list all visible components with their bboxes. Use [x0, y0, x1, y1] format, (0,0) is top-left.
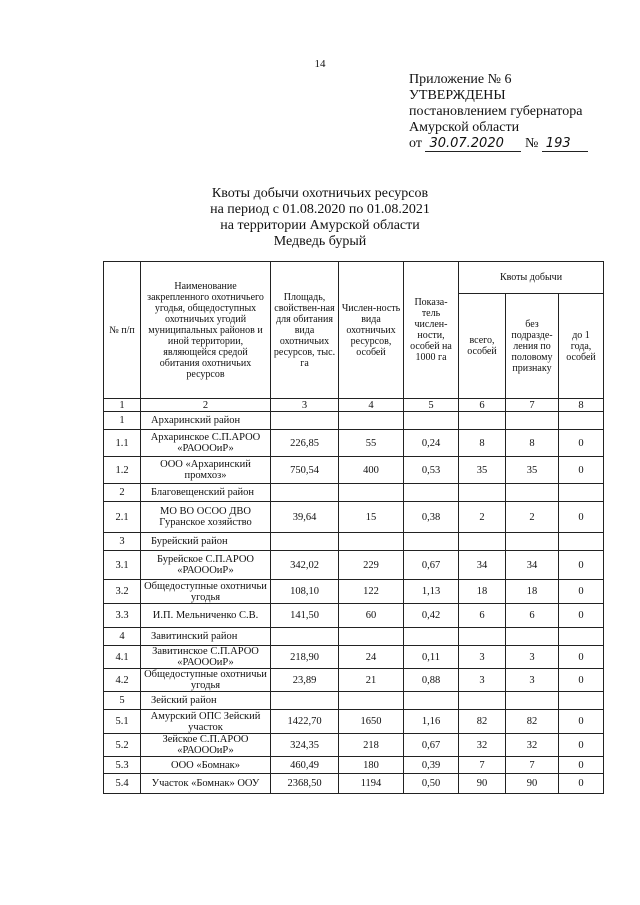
cell-total: 90	[459, 774, 506, 794]
cell-num: 2.1	[104, 502, 141, 533]
empty-cell	[559, 692, 604, 710]
cell-name: Зейское С.П.АРОО «РАОООиР»	[141, 734, 271, 757]
district-name: Архаринский район	[141, 412, 271, 430]
title-line-3: на территории Амурской области	[220, 218, 420, 233]
cell-count: 55	[339, 430, 404, 457]
cell-density: 0,67	[404, 551, 459, 580]
cell-count: 180	[339, 757, 404, 774]
district-row	[104, 628, 604, 646]
cell-no-sex: 32	[506, 734, 559, 757]
cell-total: 82	[459, 710, 506, 734]
cell-no-sex: 82	[506, 710, 559, 734]
cell-total: 32	[459, 734, 506, 757]
col-number: 1	[104, 399, 141, 412]
table-row	[104, 604, 604, 628]
cell-under1: 0	[559, 430, 604, 457]
empty-cell	[404, 412, 459, 430]
table-row	[104, 669, 604, 692]
handwritten-number: 193	[542, 137, 588, 152]
empty-cell	[271, 533, 339, 551]
table-row	[104, 774, 604, 794]
cell-area: 2368,50	[271, 774, 339, 794]
cell-name: Общедоступные охотничьи угодья	[141, 669, 271, 692]
empty-cell	[404, 533, 459, 551]
cell-name: Архаринское С.П.АРОО «РАОООиР»	[141, 430, 271, 457]
cell-area: 1422,70	[271, 710, 339, 734]
cell-area: 108,10	[271, 580, 339, 604]
table-row	[104, 551, 604, 580]
empty-cell	[559, 628, 604, 646]
cell-count: 1194	[339, 774, 404, 794]
empty-cell	[339, 412, 404, 430]
cell-no-sex: 34	[506, 551, 559, 580]
cell-no-sex: 3	[506, 646, 559, 669]
region-label: Амурской области	[409, 120, 520, 135]
document-title	[0, 186, 640, 250]
cell-area: 324,35	[271, 734, 339, 757]
cell-total: 2	[459, 502, 506, 533]
district-name: Бурейский район	[141, 533, 271, 551]
cell-num: 5.4	[104, 774, 141, 794]
cell-num: 5.1	[104, 710, 141, 734]
col-number: 5	[404, 399, 459, 412]
header-no-sex: без подразде-ления по половому признаку	[506, 294, 559, 399]
cell-density: 0,50	[404, 774, 459, 794]
cell-area: 218,90	[271, 646, 339, 669]
col-number: 8	[559, 399, 604, 412]
page-number: 14	[314, 58, 326, 70]
district-num: 1	[104, 412, 141, 430]
cell-total: 6	[459, 604, 506, 628]
cell-under1: 0	[559, 580, 604, 604]
cell-density: 0,53	[404, 457, 459, 484]
cell-under1: 0	[559, 551, 604, 580]
table-row	[104, 646, 604, 669]
empty-cell	[459, 692, 506, 710]
cell-name: Завитинское С.П.АРОО «РАОООиР»	[141, 646, 271, 669]
district-name: Благовещенский район	[141, 484, 271, 502]
cell-total: 8	[459, 430, 506, 457]
cell-density: 0,24	[404, 430, 459, 457]
district-row	[104, 692, 604, 710]
empty-cell	[559, 533, 604, 551]
cell-under1: 0	[559, 502, 604, 533]
empty-cell	[404, 484, 459, 502]
col-number: 6	[459, 399, 506, 412]
cell-under1: 0	[559, 774, 604, 794]
header-density: Показа-тель числен-ности, особей на 1000 га	[404, 262, 459, 399]
district-name: Завитинский район	[141, 628, 271, 646]
district-num: 3	[104, 533, 141, 551]
empty-cell	[271, 412, 339, 430]
col-number: 7	[506, 399, 559, 412]
empty-cell	[559, 484, 604, 502]
cell-num: 1.2	[104, 457, 141, 484]
cell-name: Участок «Бомнак» ООУ	[141, 774, 271, 794]
empty-cell	[404, 628, 459, 646]
empty-cell	[559, 412, 604, 430]
table-row	[104, 734, 604, 757]
cell-under1: 0	[559, 710, 604, 734]
number-label: №	[524, 136, 539, 151]
district-row	[104, 412, 604, 430]
col-number: 3	[271, 399, 339, 412]
header-count: Числен-ность вида охотничьих ресурсов, особей	[339, 262, 404, 399]
district-num: 2	[104, 484, 141, 502]
cell-under1: 0	[559, 757, 604, 774]
cell-num: 5.3	[104, 757, 141, 774]
cell-area: 460,49	[271, 757, 339, 774]
cell-total: 3	[459, 646, 506, 669]
approval-block	[409, 72, 609, 152]
cell-num: 5.2	[104, 734, 141, 757]
cell-num: 4.1	[104, 646, 141, 669]
cell-area: 226,85	[271, 430, 339, 457]
empty-cell	[404, 692, 459, 710]
empty-cell	[339, 533, 404, 551]
table-row	[104, 757, 604, 774]
district-num: 5	[104, 692, 141, 710]
empty-cell	[339, 692, 404, 710]
cell-num: 3.3	[104, 604, 141, 628]
title-line-1: Квоты добычи охотничьих ресурсов	[211, 186, 429, 201]
cell-count: 229	[339, 551, 404, 580]
cell-total: 3	[459, 669, 506, 692]
cell-no-sex: 90	[506, 774, 559, 794]
cell-density: 0,39	[404, 757, 459, 774]
empty-cell	[506, 533, 559, 551]
table-row	[104, 457, 604, 484]
cell-density: 1,13	[404, 580, 459, 604]
empty-cell	[459, 533, 506, 551]
cell-under1: 0	[559, 669, 604, 692]
cell-total: 35	[459, 457, 506, 484]
cell-num: 4.2	[104, 669, 141, 692]
quota-table	[103, 261, 604, 794]
appendix-label: Приложение № 6	[409, 72, 512, 87]
cell-name: Общедоступные охотничьи угодья	[141, 580, 271, 604]
empty-cell	[271, 628, 339, 646]
table-row	[104, 430, 604, 457]
header-quota-group: Квоты добычи	[459, 262, 604, 294]
cell-total: 7	[459, 757, 506, 774]
cell-num: 3.2	[104, 580, 141, 604]
cell-density: 1,16	[404, 710, 459, 734]
empty-cell	[506, 692, 559, 710]
resolution-label: постановлением губернатора	[409, 104, 583, 119]
cell-count: 15	[339, 502, 404, 533]
cell-area: 141,50	[271, 604, 339, 628]
empty-cell	[339, 628, 404, 646]
cell-total: 34	[459, 551, 506, 580]
cell-name: И.П. Мельниченко С.В.	[141, 604, 271, 628]
cell-num: 3.1	[104, 551, 141, 580]
header-total: всего, особей	[459, 294, 506, 399]
cell-no-sex: 18	[506, 580, 559, 604]
cell-area: 342,02	[271, 551, 339, 580]
district-row	[104, 533, 604, 551]
cell-count: 400	[339, 457, 404, 484]
title-species: Медведь бурый	[273, 234, 367, 249]
empty-cell	[459, 412, 506, 430]
empty-cell	[506, 484, 559, 502]
cell-under1: 0	[559, 734, 604, 757]
cell-under1: 0	[559, 604, 604, 628]
cell-density: 0,42	[404, 604, 459, 628]
district-num: 4	[104, 628, 141, 646]
approved-label: УТВЕРЖДЕНЫ	[409, 88, 506, 103]
cell-count: 122	[339, 580, 404, 604]
table-row	[104, 580, 604, 604]
header-num: № п/п	[104, 262, 141, 399]
title-line-2: на период с 01.08.2020 по 01.08.2021	[210, 202, 430, 217]
cell-no-sex: 35	[506, 457, 559, 484]
cell-name: Амурский ОПС Зейский участок	[141, 710, 271, 734]
cell-no-sex: 2	[506, 502, 559, 533]
cell-no-sex: 3	[506, 669, 559, 692]
cell-count: 218	[339, 734, 404, 757]
cell-density: 0,38	[404, 502, 459, 533]
empty-cell	[459, 484, 506, 502]
empty-cell	[271, 484, 339, 502]
cell-count: 60	[339, 604, 404, 628]
empty-cell	[506, 412, 559, 430]
cell-area: 23,89	[271, 669, 339, 692]
cell-under1: 0	[559, 457, 604, 484]
header-row	[104, 262, 604, 294]
cell-count: 24	[339, 646, 404, 669]
cell-name: Бурейское С.П.АРОО «РАОООиР»	[141, 551, 271, 580]
district-row	[104, 484, 604, 502]
cell-density: 0,67	[404, 734, 459, 757]
cell-name: ООО «Архаринский промхоз»	[141, 457, 271, 484]
column-number-row	[104, 399, 604, 412]
header-under1: до 1 года, особей	[559, 294, 604, 399]
date-line	[409, 136, 609, 152]
cell-under1: 0	[559, 646, 604, 669]
empty-cell	[506, 628, 559, 646]
cell-total: 18	[459, 580, 506, 604]
table-row	[104, 502, 604, 533]
cell-no-sex: 8	[506, 430, 559, 457]
header-name: Наименование закрепленного охотничьего угодья, общедоступных охотничьих угодий муниципальных районов и иной территории, являющейся средой обитания охотничьих ресурсов	[141, 262, 271, 399]
cell-area: 39,64	[271, 502, 339, 533]
cell-name: МО ВО ОСОО ДВО Гуранское хозяйство	[141, 502, 271, 533]
cell-no-sex: 7	[506, 757, 559, 774]
from-prefix: от	[409, 136, 422, 151]
cell-num: 1.1	[104, 430, 141, 457]
cell-area: 750,54	[271, 457, 339, 484]
empty-cell	[459, 628, 506, 646]
cell-name: ООО «Бомнак»	[141, 757, 271, 774]
cell-no-sex: 6	[506, 604, 559, 628]
table-row	[104, 710, 604, 734]
col-number: 4	[339, 399, 404, 412]
district-name: Зейский район	[141, 692, 271, 710]
empty-cell	[339, 484, 404, 502]
header-area: Площадь, свойствен-ная для обитания вида охотничьих ресурсов, тыс. га	[271, 262, 339, 399]
cell-density: 0,11	[404, 646, 459, 669]
cell-count: 1650	[339, 710, 404, 734]
handwritten-date: 30.07.2020	[425, 137, 521, 152]
empty-cell	[271, 692, 339, 710]
cell-density: 0,88	[404, 669, 459, 692]
col-number: 2	[141, 399, 271, 412]
cell-count: 21	[339, 669, 404, 692]
